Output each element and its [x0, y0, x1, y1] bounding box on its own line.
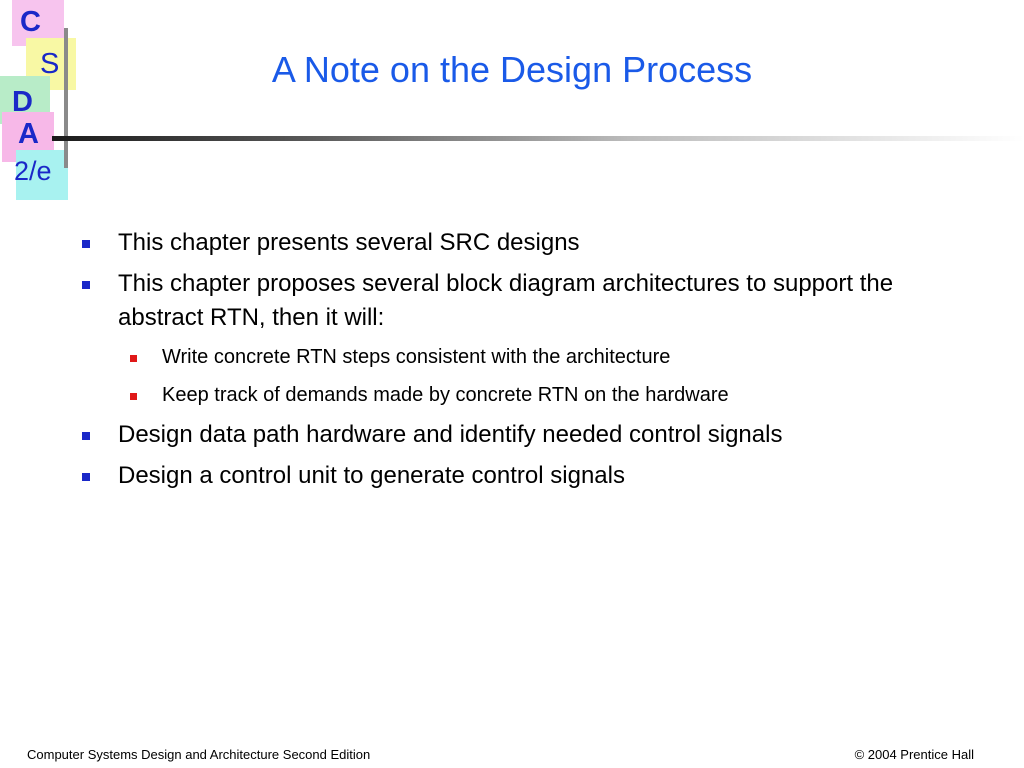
logo-letter-c: C: [20, 6, 41, 38]
title-divider: [52, 136, 1024, 141]
bullet-list: [72, 226, 972, 493]
square-bullet-icon: [82, 473, 90, 481]
sub-bullet-text: Keep track of demands made by concrete RTN on the hardware: [162, 384, 729, 406]
square-bullet-icon: [130, 355, 137, 362]
slide-title: A Note on the Design Process: [271, 49, 753, 90]
sub-bullet-item: [72, 380, 972, 410]
sub-bullet-text: Write concrete RTN steps consistent with the architecture: [162, 346, 671, 368]
logo-letter-a: A: [18, 118, 39, 150]
bullet-item: [72, 459, 972, 493]
bullet-text: Design a control unit to generate control signals: [118, 462, 625, 489]
bullet-text: Design data path hardware and identify needed control signals: [118, 421, 783, 448]
bullet-item: [72, 226, 972, 260]
logo-vertical-bar: [64, 28, 68, 168]
square-bullet-icon: [82, 240, 90, 248]
bullet-text: This chapter presents several SRC designs: [118, 229, 580, 256]
square-bullet-icon: [130, 393, 137, 400]
logo-letter-d: D: [12, 86, 33, 118]
bullet-item: [72, 267, 972, 335]
sub-bullet-item: [72, 342, 972, 372]
logo-edition: 2/e: [14, 156, 52, 186]
logo-letter-s: S: [40, 48, 60, 80]
bullet-text: This chapter proposes several block diagram architectures to support the abstract RTN, then it will:: [118, 270, 894, 331]
square-bullet-icon: [82, 432, 90, 440]
csda-logo: [0, 0, 80, 210]
footer-book-title: Computer Systems Design and Architecture Second Edition: [27, 747, 371, 762]
footer-copyright: © 2004 Prentice Hall: [854, 747, 974, 762]
square-bullet-icon: [82, 281, 90, 289]
bullet-item: [72, 418, 972, 452]
slide-body: [72, 226, 972, 500]
